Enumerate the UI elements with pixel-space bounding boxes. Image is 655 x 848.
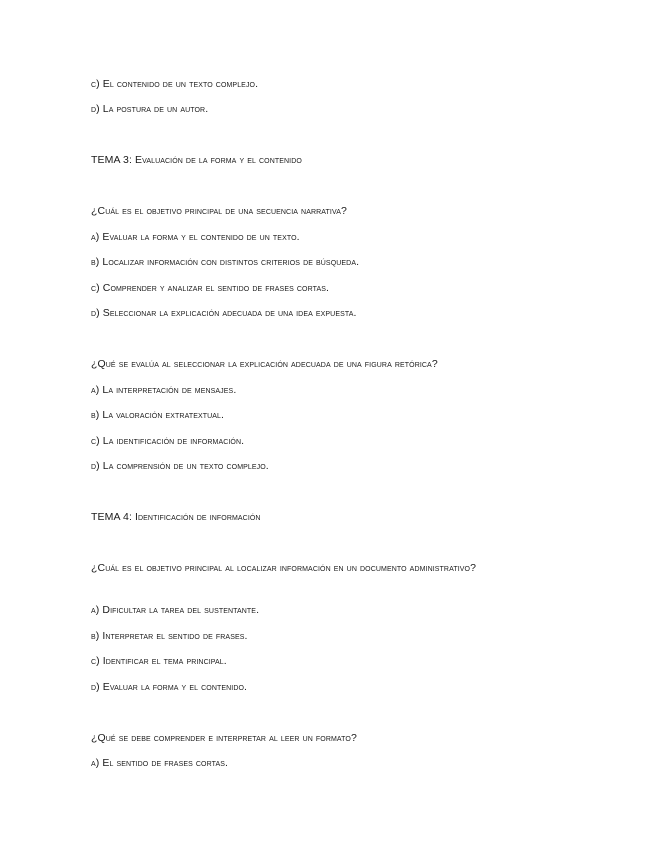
answer-option: b) Interpretar el sentido de frases. [91,630,248,642]
section-heading: TEMA 3: Evaluación de la forma y el contenido [91,154,302,166]
answer-option: c) El contenido de un texto complejo. [91,78,259,90]
answer-option: a) Dificultar la tarea del sustentante. [91,604,260,616]
answer-option: c) Comprender y analizar el sentido de frases cortas. [91,282,330,294]
answer-option: d) La comprensión de un texto complejo. [91,460,269,472]
question-text: ¿Qué se evalúa al seleccionar la explicación adecuada de una figura retórica? [91,358,438,370]
answer-option: c) Identificar el tema principal. [91,655,227,667]
question-text: ¿Qué se debe comprender e interpretar al leer un formato? [91,732,357,744]
answer-option: c) La identificación de información. [91,435,245,447]
answer-option: b) Localizar información con distintos criterios de búsqueda. [91,256,360,268]
answer-option: a) Evaluar la forma y el contenido de un texto. [91,231,300,243]
answer-option: d) Seleccionar la explicación adecuada de una idea expuesta. [91,307,357,319]
answer-option: d) La postura de un autor. [91,103,209,115]
question-text: ¿Cuál es el objetivo principal al localizar información en un documento administrativo? [91,562,477,574]
answer-option: b) La valoración extratextual. [91,409,225,421]
answer-option: a) La interpretación de mensajes. [91,384,237,396]
answer-option: a) El sentido de frases cortas. [91,757,229,769]
section-heading: TEMA 4: Identificación de información [91,511,261,523]
question-text: ¿Cuál es el objetivo principal de una secuencia narrativa? [91,205,347,217]
answer-option: d) Evaluar la forma y el contenido. [91,681,248,693]
